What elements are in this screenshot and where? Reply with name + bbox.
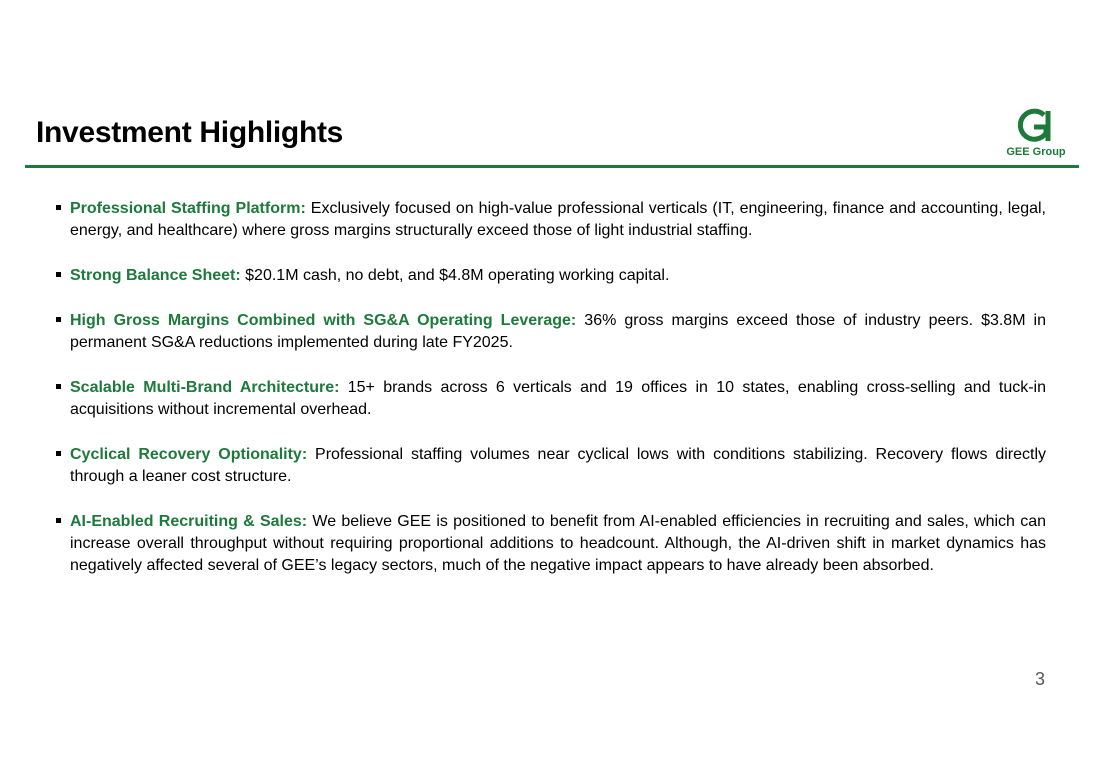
bullet-heading: High Gross Margins Combined with SG&A Operating Leverage: [70, 312, 577, 329]
bullet-heading: AI-Enabled Recruiting & Sales: [70, 513, 308, 530]
square-bullet-icon [56, 272, 61, 277]
bullet-text: 36% gross margins exceed those of industry peers. $3.8M in permanent SG&A reductions implemented during late FY2025. [70, 312, 1047, 351]
slide-title: Investment Highlights [36, 116, 344, 149]
square-bullet-icon [56, 317, 61, 322]
square-bullet-icon [56, 384, 61, 389]
bullet-heading: Scalable Multi-Brand Architecture: [70, 379, 340, 396]
list-item [56, 511, 1046, 577]
list-item [56, 444, 1046, 488]
bullet-text: Professional staffing volumes near cyclical lows with conditions stabilizing. Recovery flows directly through a leaner cost structure. [70, 446, 1046, 485]
list-item [56, 265, 1046, 287]
gee-group-logo-icon [1014, 108, 1058, 146]
bullet-text: $20.1M cash, no debt, and $4.8M operating working capital. [245, 267, 670, 284]
highlights-list [56, 198, 1046, 577]
list-item [56, 198, 1046, 242]
bullet-heading: Professional Staffing Platform: [70, 200, 306, 217]
bullet-text: We believe GEE is positioned to benefit from AI-enabled efficiencies in recruiting and sales, which can increase overall throughput without requiring proportional additions to headcount. Although, the AI-driven shift in market dynamics has negatively affected several of GEE’s legacy sectors, much of the negative impact appears to have already been absorbed. [70, 513, 1046, 574]
square-bullet-icon [56, 205, 61, 210]
page-number: 3 [1034, 669, 1045, 689]
bullet-heading: Cyclical Recovery Optionality: [70, 446, 308, 463]
bullet-text: 15+ brands across 6 verticals and 19 offices in 10 states, enabling cross-selling and tuck-in acquisitions without incremental overhead. [70, 379, 1046, 418]
bullet-heading: Strong Balance Sheet: [70, 267, 241, 284]
list-item [56, 377, 1046, 421]
list-item [56, 310, 1046, 354]
title-divider [25, 165, 1079, 168]
square-bullet-icon [56, 518, 61, 523]
bullet-text: Exclusively focused on high-value professional verticals (IT, engineering, finance and accounting, legal, energy, and healthcare) where gross margins structurally exceed those of light industrial staffing. [70, 200, 1046, 239]
company-logo [1000, 108, 1072, 162]
logo-text: GEE Group [1006, 146, 1066, 158]
square-bullet-icon [56, 451, 61, 456]
